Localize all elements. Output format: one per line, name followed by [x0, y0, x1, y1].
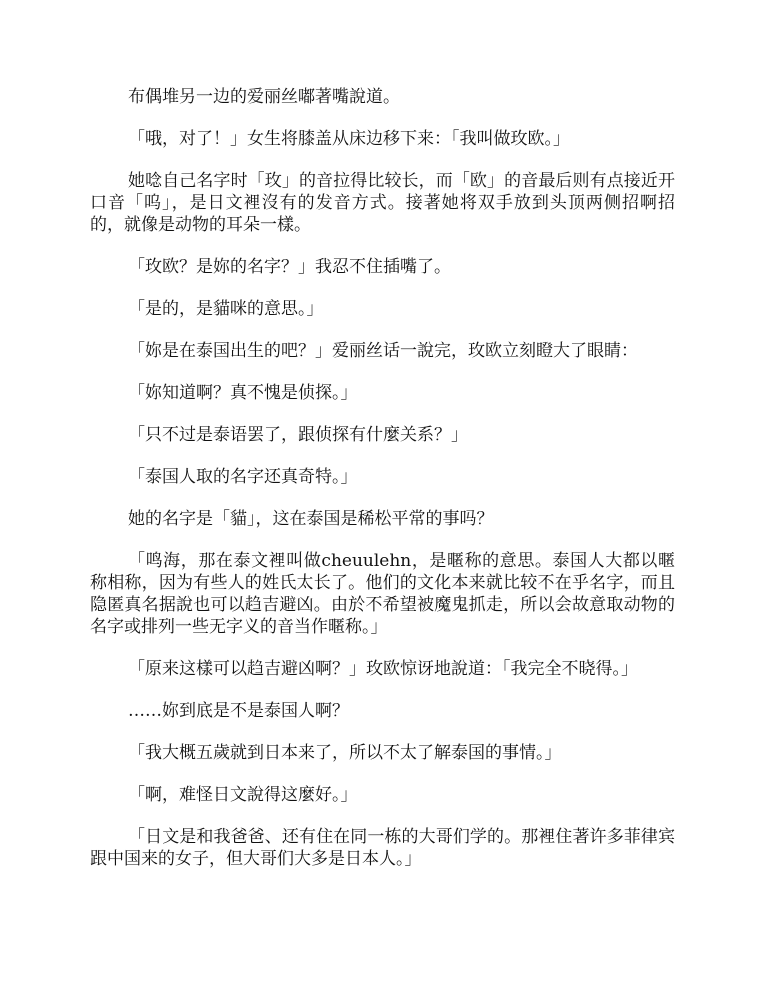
paragraph: 她唸自己名字时「玫」的音拉得比较长，而「欧」的音最后则有点接近开口音「呜」，是日文裡沒有的发音方式。接著她将双手放到头顶两侧招啊招的，就像是动物的耳朵一樣。	[90, 171, 675, 235]
paragraph: 「妳知道啊？真不愧是侦探。」	[128, 383, 358, 403]
document-body	[90, 86, 675, 890]
paragraph: 「玫欧？是妳的名字？」我忍不住插嘴了。	[128, 257, 451, 277]
paragraph: 「原来这樣可以趋吉避凶啊？」玫欧惊讶地說道：「我完全不晓得。」	[128, 659, 638, 679]
paragraph: 「日文是和我爸爸、还有住在同一栋的大哥们学的。那裡住著许多菲律宾跟中国来的女子，但大哥们大多是日本人。」	[90, 827, 675, 869]
paragraph: 「啊，难怪日文說得这麼好。」	[128, 785, 358, 805]
paragraph: 「鸣海，那在泰文裡叫做cheuulehn，是暱称的意思。泰国人大都以暱称相称，因为有些人的姓氏太长了。他们的文化本来就比较不在乎名字，而且隐匿真名据說也可以趋吉避凶。由於不希望被魔鬼抓走，所以会故意取动物的名字或排列一些无字义的音当作暱称。」	[90, 551, 675, 637]
paragraph: 布偶堆另一边的爱丽丝嘟著嘴說道。	[128, 87, 400, 107]
paragraph: 她的名字是「貓」，这在泰国是稀松平常的事吗？	[128, 509, 494, 529]
paragraph: 「哦，对了！」女生将膝盖从床边移下来：「我叫做玫欧。」	[128, 129, 570, 149]
paragraph: ……妳到底是不是泰国人啊？	[128, 701, 349, 721]
paragraph: 「泰国人取的名字还真奇特。」	[128, 467, 358, 487]
paragraph: 「只不过是泰语罢了，跟侦探有什麼关系？」	[128, 425, 468, 445]
paragraph: 「我大概五歲就到日本来了，所以不太了解泰国的事情。」	[128, 743, 562, 763]
paragraph: 「是的，是貓咪的意思。」	[128, 299, 324, 319]
paragraph: 「妳是在泰国出生的吧？」爱丽丝话一說完，玫欧立刻瞪大了眼睛：	[128, 341, 638, 361]
